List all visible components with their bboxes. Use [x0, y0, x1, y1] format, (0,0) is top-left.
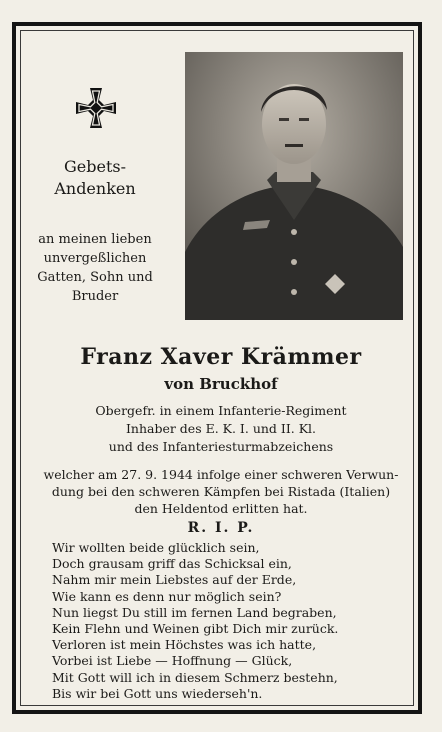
heading-line: Andenken [54, 179, 136, 198]
portrait-photo [185, 52, 403, 320]
dedication-line: unvergeßlichen [43, 251, 147, 266]
card-heading [30, 156, 160, 200]
memorial-poem [52, 540, 412, 702]
poem-line: Vorbei ist Liebe — Hoffnung — Glück, [52, 653, 293, 669]
poem-line: Verloren ist mein Höchstes was ich hatte, [52, 637, 317, 653]
iron-cross-icon [74, 86, 118, 130]
home-village: von Bruckhof [164, 375, 278, 393]
poem-line: Nun liegst Du still im fernen Land begraben, [52, 604, 337, 620]
poem-line: Mit Gott will ich in diesem Schmerz bestehn, [52, 669, 338, 685]
rip-label: R. I. P. [187, 520, 255, 536]
death-line: den Heldentod erlitten hat. [134, 501, 308, 516]
death-line: dung bei den schweren Kämpfen bei Ristada (Italien) [51, 484, 391, 499]
dedication-line: Bruder [71, 289, 119, 304]
rank-line: und des Infanteriesturmabzeichens [108, 439, 334, 454]
death-line: welcher am 27. 9. 1944 infolge einer schweren Verwun- [43, 467, 399, 482]
rank-line: Inhaber des E. K. I. und II. Kl. [125, 421, 317, 436]
poem-line: Wir wollten beide glücklich sein, [52, 540, 260, 555]
dedication-line: Gatten, Sohn und [37, 270, 153, 285]
poem-line: Nahm mir mein Liebstes auf der Erde, [52, 572, 297, 588]
poem-line: Bis wir bei Gott uns wiederseh'n. [52, 685, 263, 701]
heading-line: Gebets- [63, 157, 126, 176]
dedication-line: an meinen lieben [38, 232, 152, 247]
dedication [30, 230, 160, 306]
portrait-figure [185, 52, 403, 320]
deceased-name: Franz Xaver Krämmer [80, 344, 362, 370]
death-notice [20, 466, 422, 517]
poem-line: Kein Flehn und Weinen gibt Dich mir zurück. [52, 621, 339, 637]
rank-line: Obergefr. in einem Infanterie-Regiment [95, 403, 347, 418]
military-rank [20, 402, 422, 456]
poem-line: Wie kann es denn nur möglich sein? [52, 588, 282, 604]
poem-line: Doch grausam griff das Schicksal ein, [52, 556, 292, 572]
